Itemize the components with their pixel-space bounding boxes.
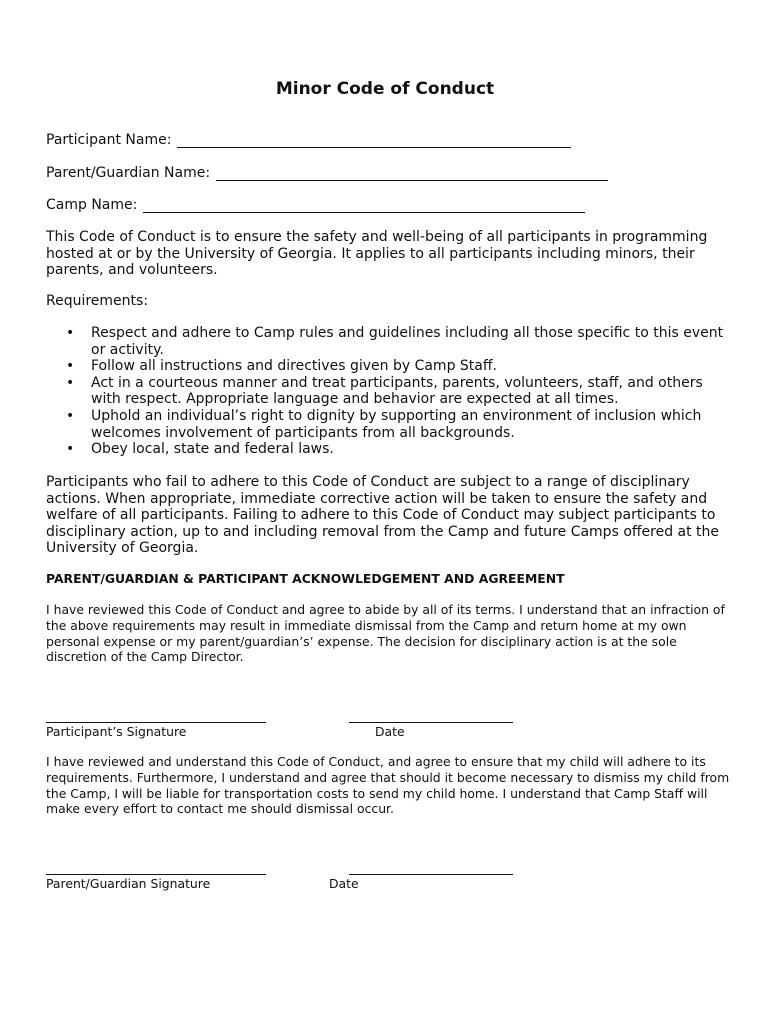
bullet-icon: • — [66, 358, 75, 375]
list-item: • Uphold an individual’s right to dignity by supporting an environment of inclusion which welcomes involvement of participants from all backgrounds. — [66, 407, 702, 441]
participant-name-label: Participant Name: — [46, 132, 172, 148]
consequences-paragraph: Participants who fail to adhere to this Code of Conduct are subject to a range of disciplinary actions. When appropriate, immediate corrective action will be taken to ensure the safety and welfare of all participants. Failing to adhere to this Code of Conduct may subject participants to disciplinary action, up to and including removal from the Camp and future Camps offered at the University of Georgia. — [46, 474, 720, 557]
list-item: • Act in a courteous manner and treat participants, parents, volunteers, staff, and others with respect. Appropriate language and behavior are expected at all times. — [66, 374, 703, 408]
participant-statement: I have reviewed this Code of Conduct and agree to abide by all of its terms. I understand that an infraction of the above requirements may result in immediate dismissal from the Camp and return home at my own personal expense or my parent/guardian’s’ expense. The decision for disciplinary action is at the sole discretion of the Camp Director. — [46, 602, 725, 665]
participant-date-label: Date — [375, 724, 405, 739]
participant-signature-line[interactable] — [46, 722, 266, 723]
parent-signature-line[interactable] — [46, 874, 266, 875]
document-title: Minor Code of Conduct — [275, 79, 495, 99]
bullet-icon: • — [66, 374, 75, 391]
camp-name-label: Camp Name: — [46, 197, 138, 213]
list-item: • Respect and adhere to Camp rules and guidelines including all those specific to this event or activity. — [66, 325, 724, 358]
acknowledgement-heading: PARENT/GUARDIAN & PARTICIPANT ACKNOWLEDGEMENT AND AGREEMENT — [46, 571, 565, 586]
requirements-list — [46, 325, 726, 458]
parent-date-line[interactable] — [349, 874, 513, 875]
requirements-label: Requirements: — [46, 293, 149, 309]
list-item: • Follow all instructions and directives given by Camp Staff. — [66, 358, 497, 375]
camp-name-field — [46, 197, 585, 213]
bullet-icon: • — [66, 441, 75, 458]
parent-guardian-name-label: Parent/Guardian Name: — [46, 165, 211, 181]
parent-statement: I have reviewed and understand this Code of Conduct, and agree to ensure that my child will adhere to its requirements. Furthermore, I understand and agree that should it become necessary to dismiss my child from the Camp, I will be liable for transportation costs to send my child home. I understand that Camp Staff will make every effort to contact me should dismissal occur. — [46, 754, 730, 817]
parent-date-label: Date — [329, 876, 359, 891]
participant-date-line[interactable] — [349, 722, 513, 723]
bullet-icon: • — [66, 407, 75, 424]
parent-guardian-name-line[interactable] — [216, 165, 608, 181]
parent-guardian-name-field — [46, 165, 608, 181]
intro-paragraph: This Code of Conduct is to ensure the safety and well-being of all participants in programming hosted at or by the University of Georgia. It applies to all participants including minors, their parents, and volunteers. — [46, 229, 708, 279]
participant-name-line[interactable] — [177, 132, 571, 148]
bullet-icon: • — [66, 325, 75, 341]
parent-signature-label: Parent/Guardian Signature — [46, 876, 211, 891]
list-item: • Obey local, state and federal laws. — [66, 441, 334, 458]
participant-signature-label: Participant’s Signature — [46, 724, 187, 739]
participant-name-field — [46, 132, 571, 148]
camp-name-line[interactable] — [143, 197, 585, 213]
